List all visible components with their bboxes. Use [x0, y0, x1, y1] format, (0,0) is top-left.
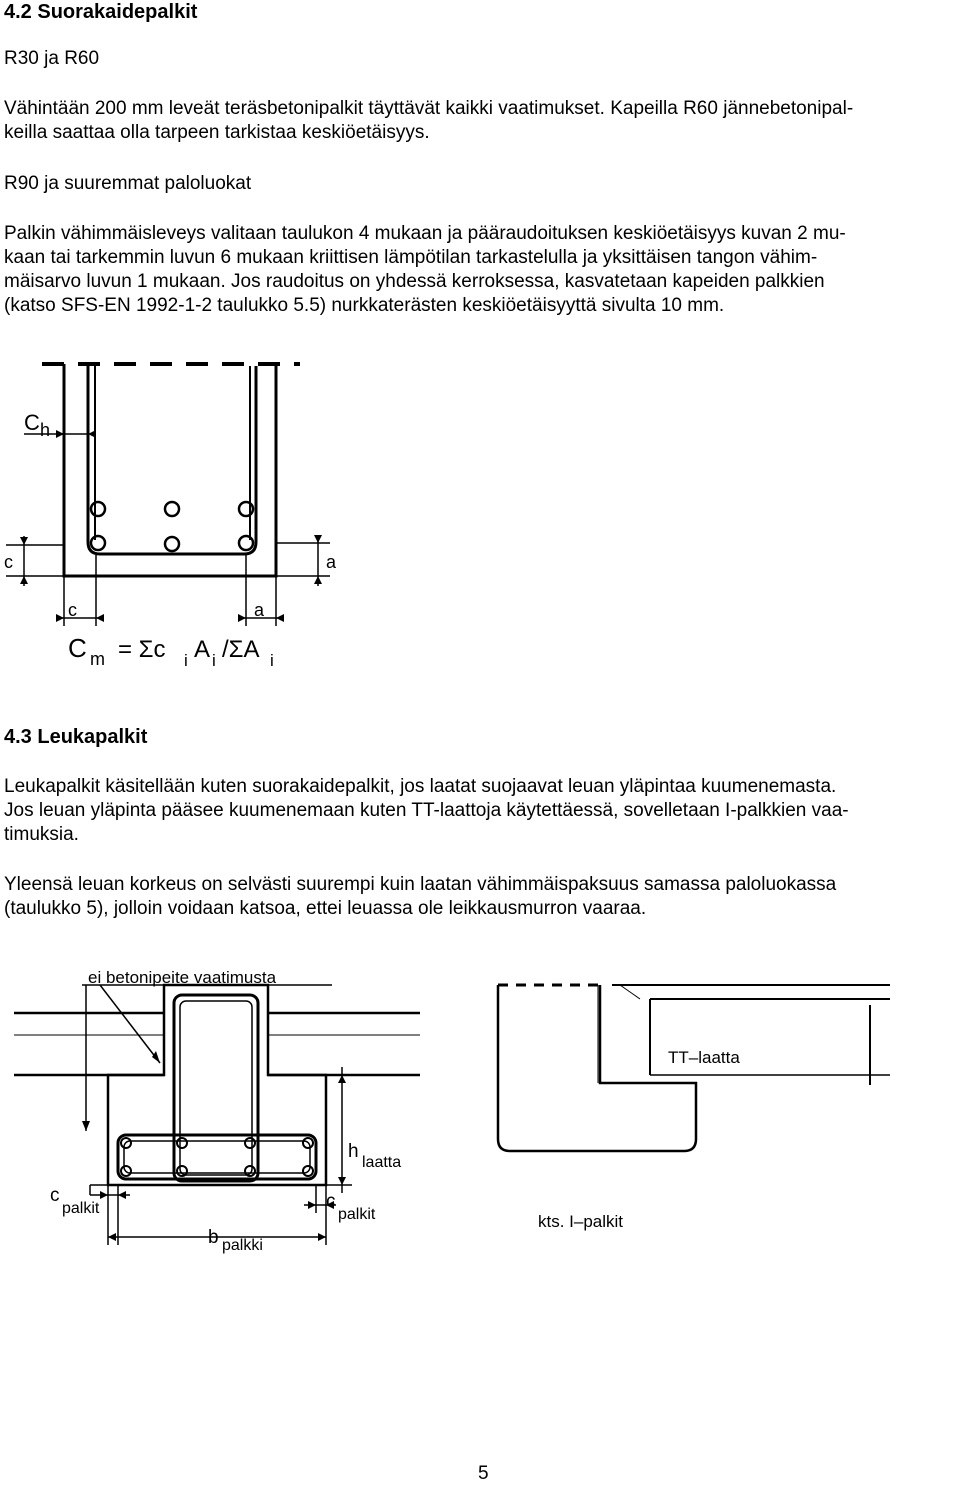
formula-subscript-i: i [270, 651, 274, 670]
beam-cross-section-figure [0, 350, 340, 680]
label-h-laatta: h [348, 1141, 359, 1162]
section-heading-4-3: 4.3 Leukapalkit [4, 726, 148, 748]
formula-subscript-m: m [90, 649, 105, 669]
label-c-palkit-left-subscript: palkit [62, 1200, 100, 1217]
subheading-r90: R90 ja suuremmat paloluokat [4, 173, 252, 194]
label-a-bottom: a [254, 600, 265, 620]
formula-sum-a: /ΣA [222, 636, 260, 663]
paragraph-line: Yleensä leuan korkeus on selvästi suurempi kuin laatan vähimmäispaksuus samassa paloluokassa [4, 874, 837, 895]
paragraph-line: mäisarvo luvun 1 mukaan. Jos raudoitus on yhdessä kerroksessa, kasvatetaan kapeiden palkkien [4, 271, 825, 292]
label-c-palkit-left: c [50, 1185, 60, 1206]
label-b-palkki: b [208, 1227, 219, 1248]
label-c-palkit-right: c [326, 1191, 336, 1212]
label-b-palkki-subscript: palkki [222, 1237, 263, 1254]
label-tt-laatta: TT–laatta [668, 1048, 740, 1067]
label-kts-i-palkit: kts. I–palkit [538, 1212, 624, 1231]
paragraph-line: Vähintään 200 mm leveät teräsbetonipalkit täyttävät kaikki vaatimukset. Kapeilla R60 jännebetonipal- [4, 98, 854, 119]
section-heading-4-2: 4.2 Suorakaidepalkit [4, 1, 198, 23]
label-c-palkit-right-subscript: palkit [338, 1206, 376, 1223]
label-ch: C [24, 410, 40, 435]
formula-sum-c: = Σc [118, 636, 166, 663]
formula-cm: C [68, 633, 87, 663]
ledge-beam-figure [0, 955, 940, 1275]
paragraph-line: (katso SFS-EN 1992-1-2 taulukko 5.5) nurkkaterästen keskiöetäisyyttä sivulta 10 mm. [4, 295, 725, 316]
label-c-bottom: c [68, 600, 77, 620]
page-number: 5 [478, 1463, 489, 1484]
paragraph-line: timuksia. [4, 824, 79, 845]
paragraph-line: Palkin vähimmäisleveys valitaan taulukon 4 mukaan ja pääraudoituksen keskiöetäisyys kuvan 2 mu- [4, 223, 846, 244]
paragraph-line: (taulukko 5), jolloin voidaan katsoa, ettei leuassa ole leikkausmurron vaaraa. [4, 898, 647, 919]
label-a-right: a [326, 552, 337, 572]
label-ei-betonipeite: ei betonipeite vaatimusta [88, 968, 277, 987]
formula-subscript-i: i [212, 651, 216, 670]
paragraph-line: Jos leuan yläpinta pääsee kuumenemaan kuten TT-laattoja käytettäessä, sovelletaan I-palkkien vaa- [4, 800, 849, 821]
label-h-laatta-subscript: laatta [362, 1154, 402, 1171]
subheading-r30-r60: R30 ja R60 [4, 48, 100, 69]
label-ch-subscript: h [40, 420, 51, 440]
formula-subscript-i: i [184, 651, 188, 670]
paragraph-line: keilla saattaa olla tarpeen tarkistaa keskiöetäisyys. [4, 122, 430, 143]
paragraph-line: Leukapalkit käsitellään kuten suorakaidepalkit, jos laatat suojaavat leuan yläpintaa kuumenemasta. [4, 776, 837, 797]
formula-a: A [194, 636, 211, 663]
label-c-left: c [4, 552, 13, 572]
paragraph-line: kaan tai tarkemmin luvun 6 mukaan kriittisen lämpötilan tarkastelulla ja yksittäisen tangon vähim- [4, 247, 818, 268]
